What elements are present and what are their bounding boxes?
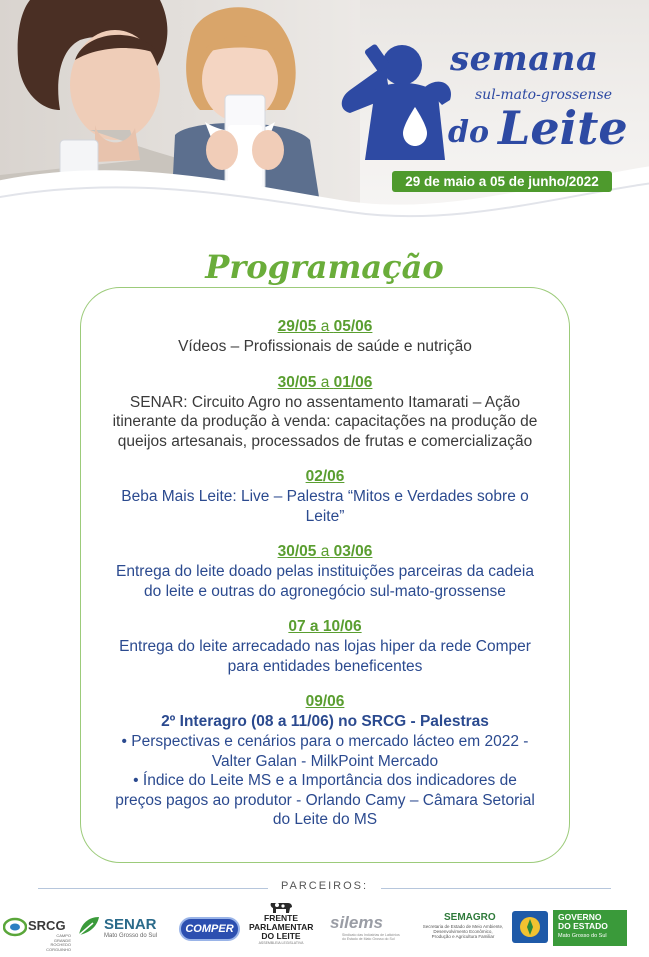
partners-label: PARCEIROS: bbox=[280, 880, 369, 892]
event-item bbox=[85, 316, 565, 357]
event-date: 07 a 10/06 bbox=[288, 618, 362, 635]
event-date: 30/05 a 01/06 bbox=[277, 373, 373, 391]
frente-parlamentar-logo: FRENTE PARLAMENTAR DO LEITE ASSEMBLEIA LEGISLATIVA bbox=[249, 898, 313, 953]
event-date: 02/06 bbox=[305, 468, 345, 485]
coat-of-arms-icon bbox=[511, 910, 549, 944]
event-list bbox=[85, 316, 565, 845]
event-item bbox=[85, 466, 565, 526]
partner-logos bbox=[0, 898, 649, 953]
comper-logo: COMPER bbox=[179, 917, 240, 941]
date-range-badge: 29 de maio a 05 de junho/2022 bbox=[392, 171, 612, 192]
event-description: Beba Mais Leite: Live – Palestra “Mitos e Verdades sobre o Leite” bbox=[121, 488, 529, 525]
srcg-logo: SRCG CAMPO GRANDE ROCHEDO CORGUINHO bbox=[3, 914, 71, 948]
event-item bbox=[85, 372, 565, 452]
event-description: Entrega do leite doado pelas instituições parceiras da cadeia do leite e outras do agronegócio sul-mato-grossense bbox=[116, 563, 534, 600]
srcg-emblem-icon bbox=[3, 917, 27, 937]
event-description: • Perspectivas e cenários para o mercado lácteo em 2022 - Valter Galan - MilkPoint Mercado • Índice do Leite MS e a Importância dos indicadores de preços pagos ao produtor - Orlando Camy – Câmara Setorial do Leite do MS bbox=[115, 733, 535, 828]
event-date: 30/05 a 03/06 bbox=[277, 543, 373, 560]
event-item bbox=[85, 541, 565, 601]
senar-leaf-icon bbox=[77, 915, 101, 937]
governo-ms-logo: GOVERNO DO ESTADO Mato Grosso do Sul bbox=[511, 910, 627, 946]
event-description: SENAR: Circuito Agro no assentamento Itamarati – Ação itinerante da produção à venda: capacitações na produção de queijos artesanais, processados de frutas e comercialização bbox=[112, 393, 538, 450]
event-item bbox=[85, 616, 565, 676]
silems-logo: silems Sindicato das Indústrias de Laticínios do Estado de Mato Grosso do Sul bbox=[330, 913, 400, 941]
brand-do-text: do bbox=[448, 115, 489, 150]
program-title-text: Programação bbox=[191, 248, 457, 286]
event-date: 09/06 bbox=[305, 693, 345, 710]
cow-icon bbox=[268, 898, 294, 914]
event-description: Entrega do leite arrecadado nas lojas hiper da rede Comper para entidades beneficentes bbox=[119, 638, 531, 675]
senar-logo: SENAR Mato Grosso do Sul bbox=[77, 915, 167, 945]
semagro-logo: SEMAGRO Secretaria de Estado de Meio Ambiente, Desenvolvimento Econômico, Produção e Agricultura Familiar bbox=[422, 912, 504, 939]
header-banner bbox=[0, 0, 649, 235]
event-headline: 2º Interagro (08 a 11/06) no SRCG - Palestras bbox=[161, 713, 489, 730]
event-item bbox=[85, 691, 565, 830]
event-description: Vídeos – Profissionais de saúde e nutrição bbox=[178, 338, 472, 355]
event-date: 29/05 a 05/06 bbox=[277, 318, 373, 335]
program-title bbox=[0, 248, 649, 286]
brand-subtitle: sul-mato-grossense bbox=[475, 87, 613, 103]
brand-leite-text: Leite bbox=[498, 101, 628, 155]
brand-semana-text: semana bbox=[450, 39, 599, 79]
